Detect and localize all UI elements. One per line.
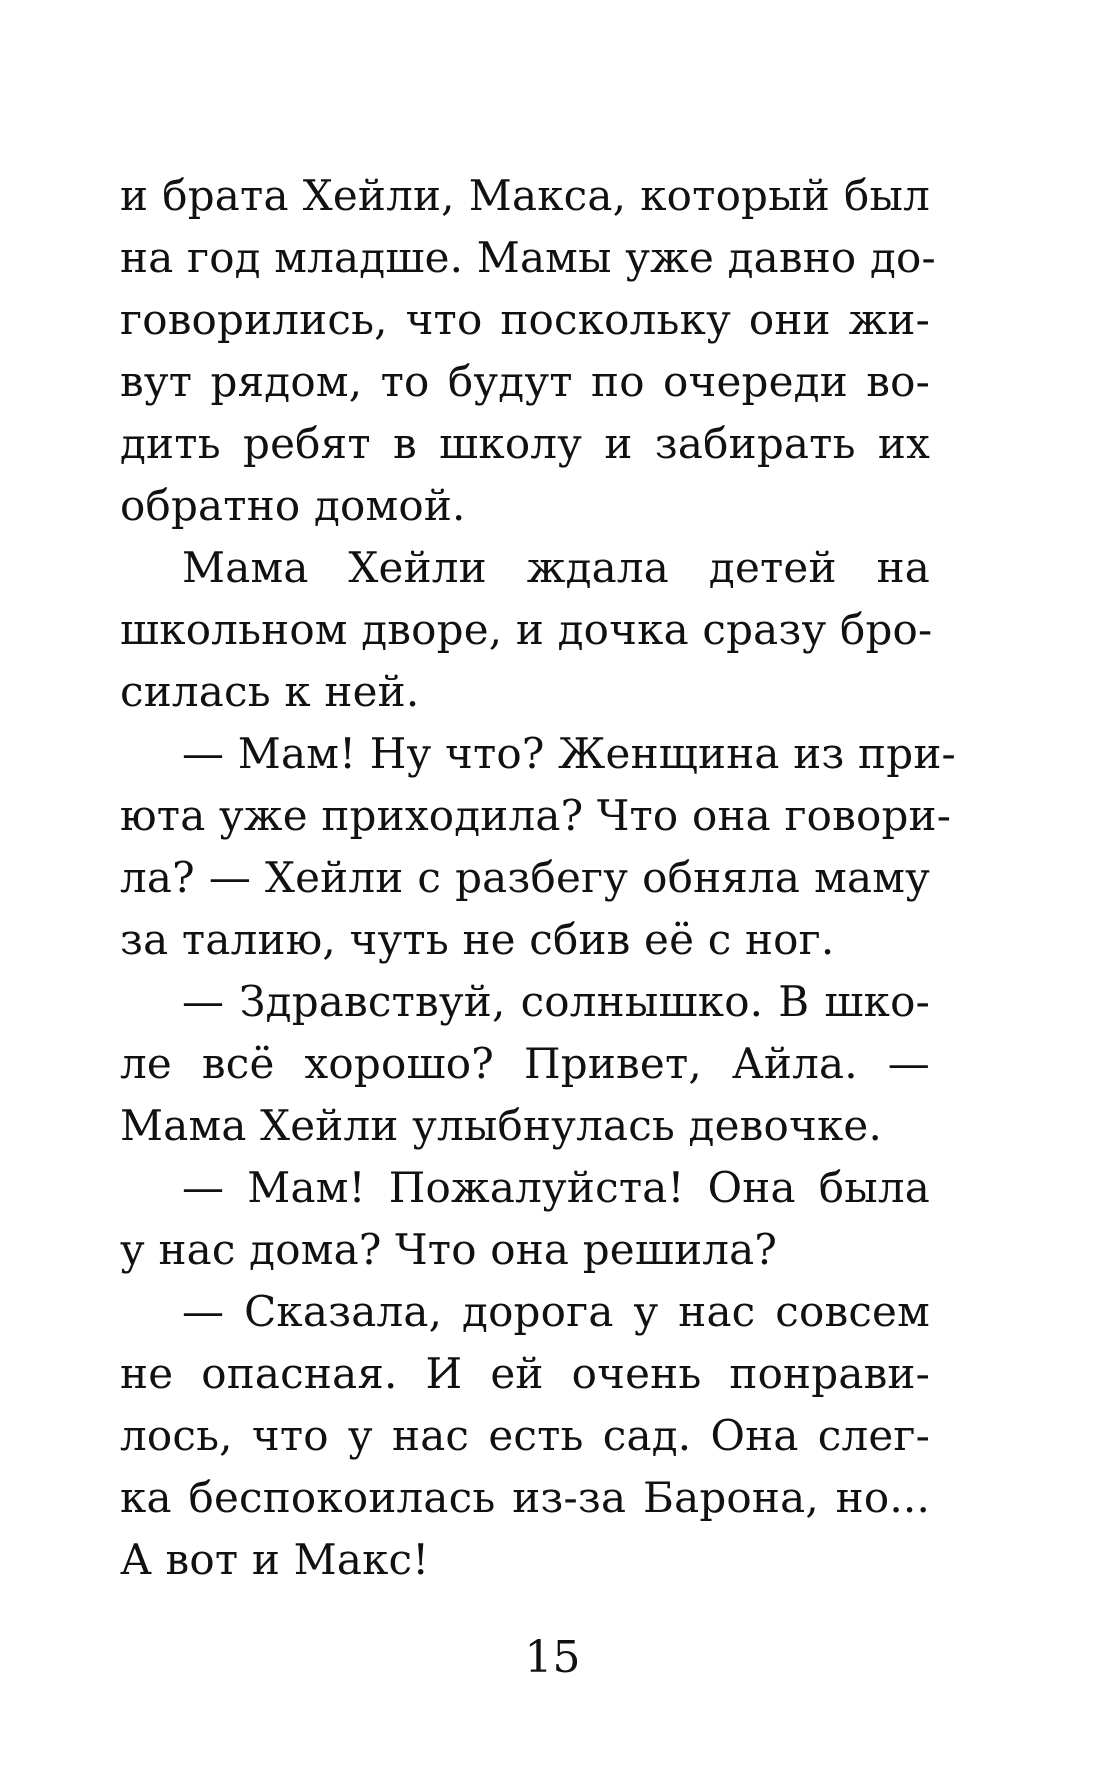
text-line: на год младше. Мамы уже давно до- (120, 233, 936, 282)
text-line: ла? — Хейли с разбегу обняла маму (120, 853, 930, 902)
text-line: А вот и Макс! (120, 1535, 430, 1584)
text-line: ле всё хорошо? Привет, Айла. — (120, 1039, 930, 1088)
text-line: Мама Хейли улыбнулась девочке. (120, 1101, 883, 1150)
text-line: лось, что у нас есть сад. Она слег- (120, 1411, 930, 1460)
text-line: и брата Хейли, Макса, который был (120, 171, 930, 220)
text-line: силась к ней. (120, 667, 420, 716)
text-line: юта уже приходила? Что она говори- (120, 791, 952, 840)
text-line: ка беспокоилась из-за Барона, но... (120, 1473, 930, 1522)
text-line: у нас дома? Что она решила? (120, 1225, 778, 1274)
text-line: — Сказала, дорога у нас совсем (182, 1287, 930, 1336)
text-line: вут рядом, то будут по очереди во- (120, 357, 930, 406)
text-line: — Здравствуй, солнышко. В шко- (182, 977, 930, 1026)
text-line: за талию, чуть не сбив её с ног. (120, 915, 835, 964)
text-line: Мама Хейли ждала детей на (182, 543, 930, 592)
body-text (120, 165, 956, 1591)
text-line: обратно домой. (120, 481, 466, 530)
text-line: не опасная. И ей очень понрави- (120, 1349, 930, 1398)
text-line: говорились, что поскольку они жи- (120, 295, 930, 344)
text-line: школьном дворе, и дочка сразу бро- (120, 605, 933, 654)
text-line: — Мам! Ну что? Женщина из при- (182, 729, 956, 778)
text-line: дить ребят в школу и забирать их (120, 419, 930, 468)
text-line: — Мам! Пожалуйста! Она была (182, 1163, 930, 1212)
page-number: 15 (524, 1632, 581, 1683)
